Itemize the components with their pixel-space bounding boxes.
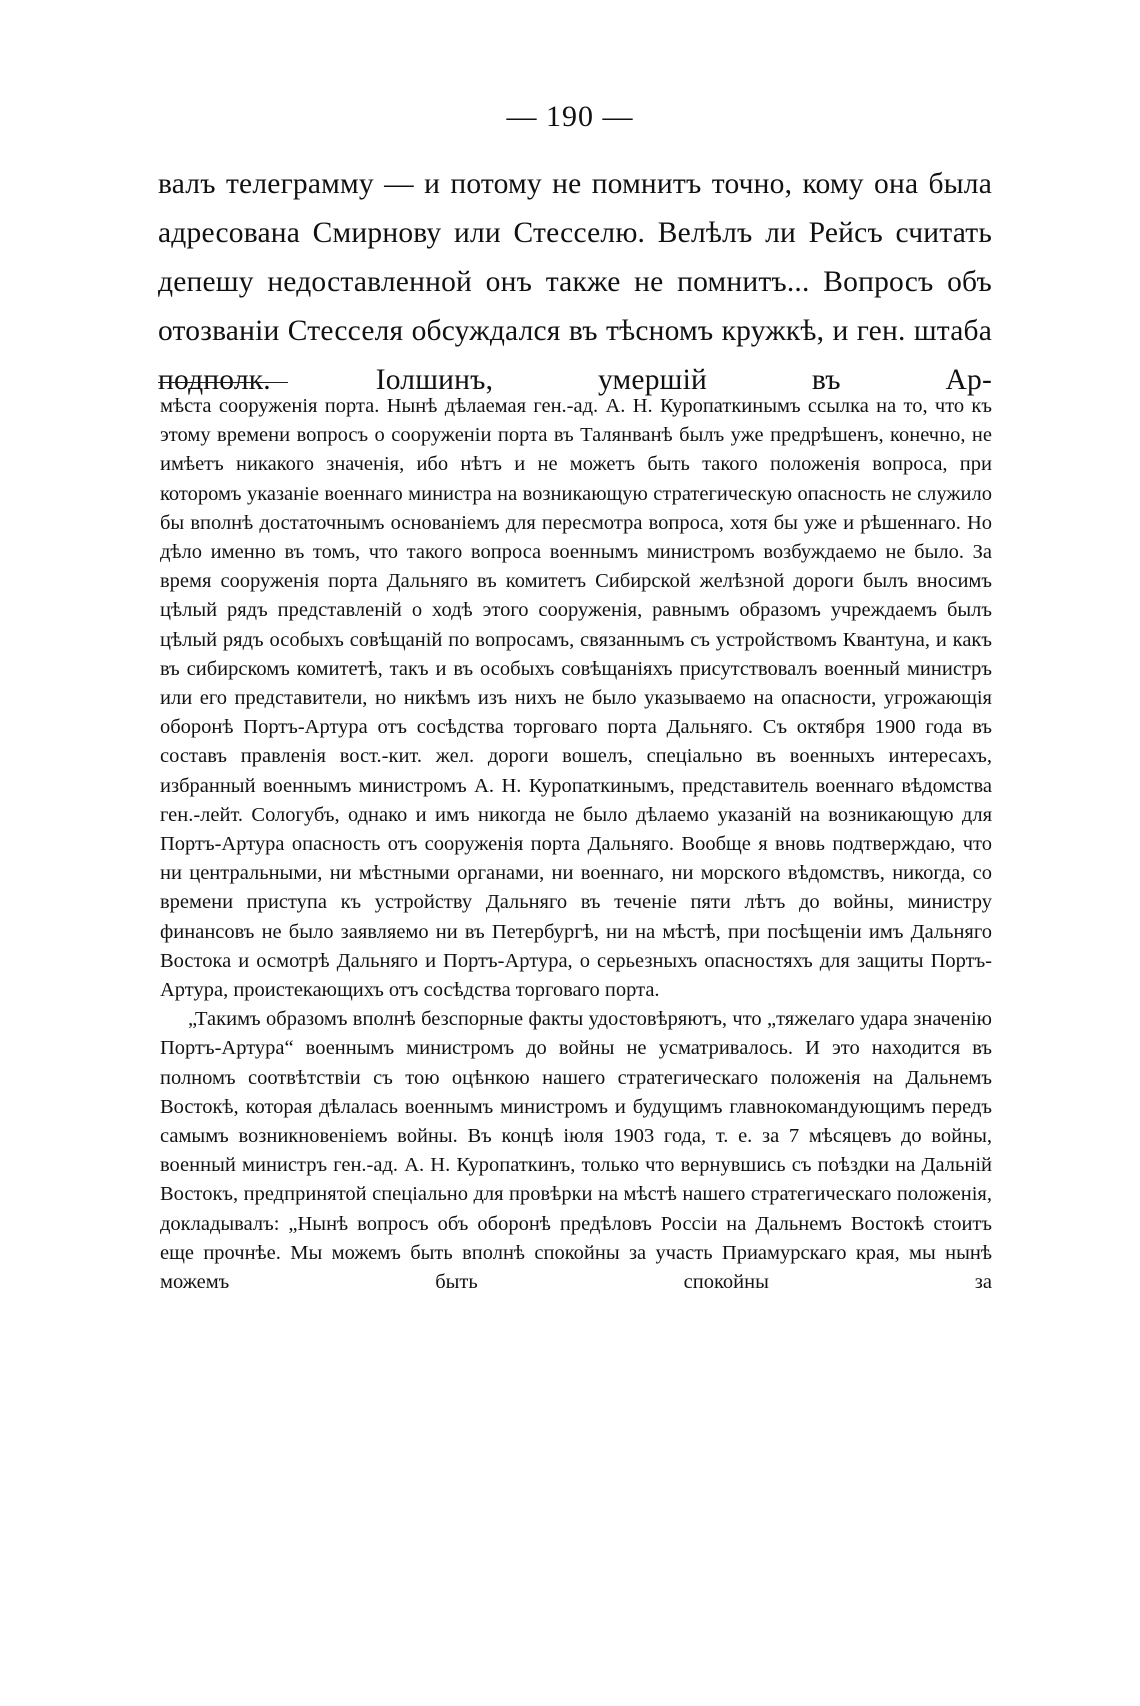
main-paragraph: валъ телеграмму — и потому не помнитъ точно, кому она была адресована Смирнову или Стесселю. Велѣлъ ли Рейсъ считать депешу недоставленной онъ также не помнитъ... Вопросъ объ отозваніи Стесселя обсуждался въ тѣсномъ кружкѣ, и ген. штаба подполк. Іолшинъ, умершій въ Ар-: [158, 168, 992, 396]
footnote-divider: [158, 382, 288, 383]
footnote-block: [160, 392, 992, 1297]
footnote-paragraph-2: „Такимъ образомъ вполнѣ безспорные факты удостовѣряютъ, что „тяжелаго удара значенію Портъ-Артура“ военнымъ министромъ до войны не усматривалось. И это находится въ полномъ соотвѣтствіи съ тою оцѣнкою нашего стратегическаго положенія на Дальнемъ Востокѣ, которая дѣлалась военнымъ министромъ и будущимъ главнокомандующимъ передъ самымъ возникновеніемъ войны. Въ концѣ іюля 1903 года, т. е. за 7 мѣсяцевъ до войны, военный министръ ген.-ад. А. Н. Куропаткинъ, только что вернувшись съ поѣздки на Дальній Востокъ, предпринятой спеціально для провѣрки на мѣстѣ нашего стратегическаго положенія, докладывалъ: „Нынѣ вопросъ объ оборонѣ предѣловъ Россіи на Дальнемъ Востокѣ стоитъ еще прочнѣе. Мы можемъ быть вполнѣ спокойны за участь Приамурскаго края, мы нынѣ можемъ быть спокойны за: [160, 1008, 992, 1294]
page-number: — 190 —: [506, 100, 634, 133]
footnote-paragraph-1: мѣста сооруженія порта. Нынѣ дѣлаемая ген.-ад. А. Н. Куропаткинымъ ссылка на то, что къ этому времени вопросъ о сооруженіи порта въ Талянванѣ былъ уже предрѣшенъ, конечно, не имѣетъ никакого значенія, ибо нѣтъ и не можетъ быть такого положенія вопроса, при которомъ указаніе военнаго министра на возникающую стратегическую опасность не служило бы вполнѣ достаточнымъ основаніемъ для пересмотра вопроса, хотя бы уже и рѣшеннаго. Но дѣло именно въ томъ, что такого вопроса военнымъ министромъ возбуждаемо не было. За время сооруженія порта Дальняго въ комитетъ Сибирской желѣзной дороги былъ вносимъ цѣлый рядъ представленій о ходѣ этого сооруженія, равнымъ образомъ учреждаемъ былъ цѣлый рядъ особыхъ совѣщаній по вопросамъ, связаннымъ съ устройствомъ Квантуна, и какъ въ сибирскомъ комитетѣ, такъ и въ особыхъ совѣщаніяхъ присутствовалъ военный министръ или его представители, но никѣмъ изъ нихъ не было указываемо на опасности, угрожающія оборонѣ Портъ-Артура отъ сосѣдства торговаго порта Дальняго. Съ октября 1900 года въ составъ правленія вост.-кит. жел. дороги вошелъ, спеціально въ военныхъ интересахъ, избранный военнымъ министромъ А. Н. Куропаткинымъ, представитель военнаго вѣдомства ген.-лейт. Сологубъ, однако и имъ никогда не было дѣлаемо указаній на возникающую для Портъ-Артура опасность отъ сооруженія порта Дальняго. Вообще я вновь подтверждаю, что ни центральными, ни мѣстными органами, ни военнаго, ни морского вѣдомствъ, никогда, со времени приступа къ устройству Дальняго въ теченіе пяти лѣтъ до войны, министру финансовъ не было заявляемо ни въ Петербургѣ, ни на мѣстѣ, при посѣщеніи имъ Дальняго Востока и осмотрѣ Дальняго и Портъ-Артура, о серьезныхъ опасностяхъ для защиты Портъ-Артура, проистекающихъ отъ сосѣдства торговаго порта.: [160, 395, 992, 1002]
main-text-block: [158, 160, 992, 405]
